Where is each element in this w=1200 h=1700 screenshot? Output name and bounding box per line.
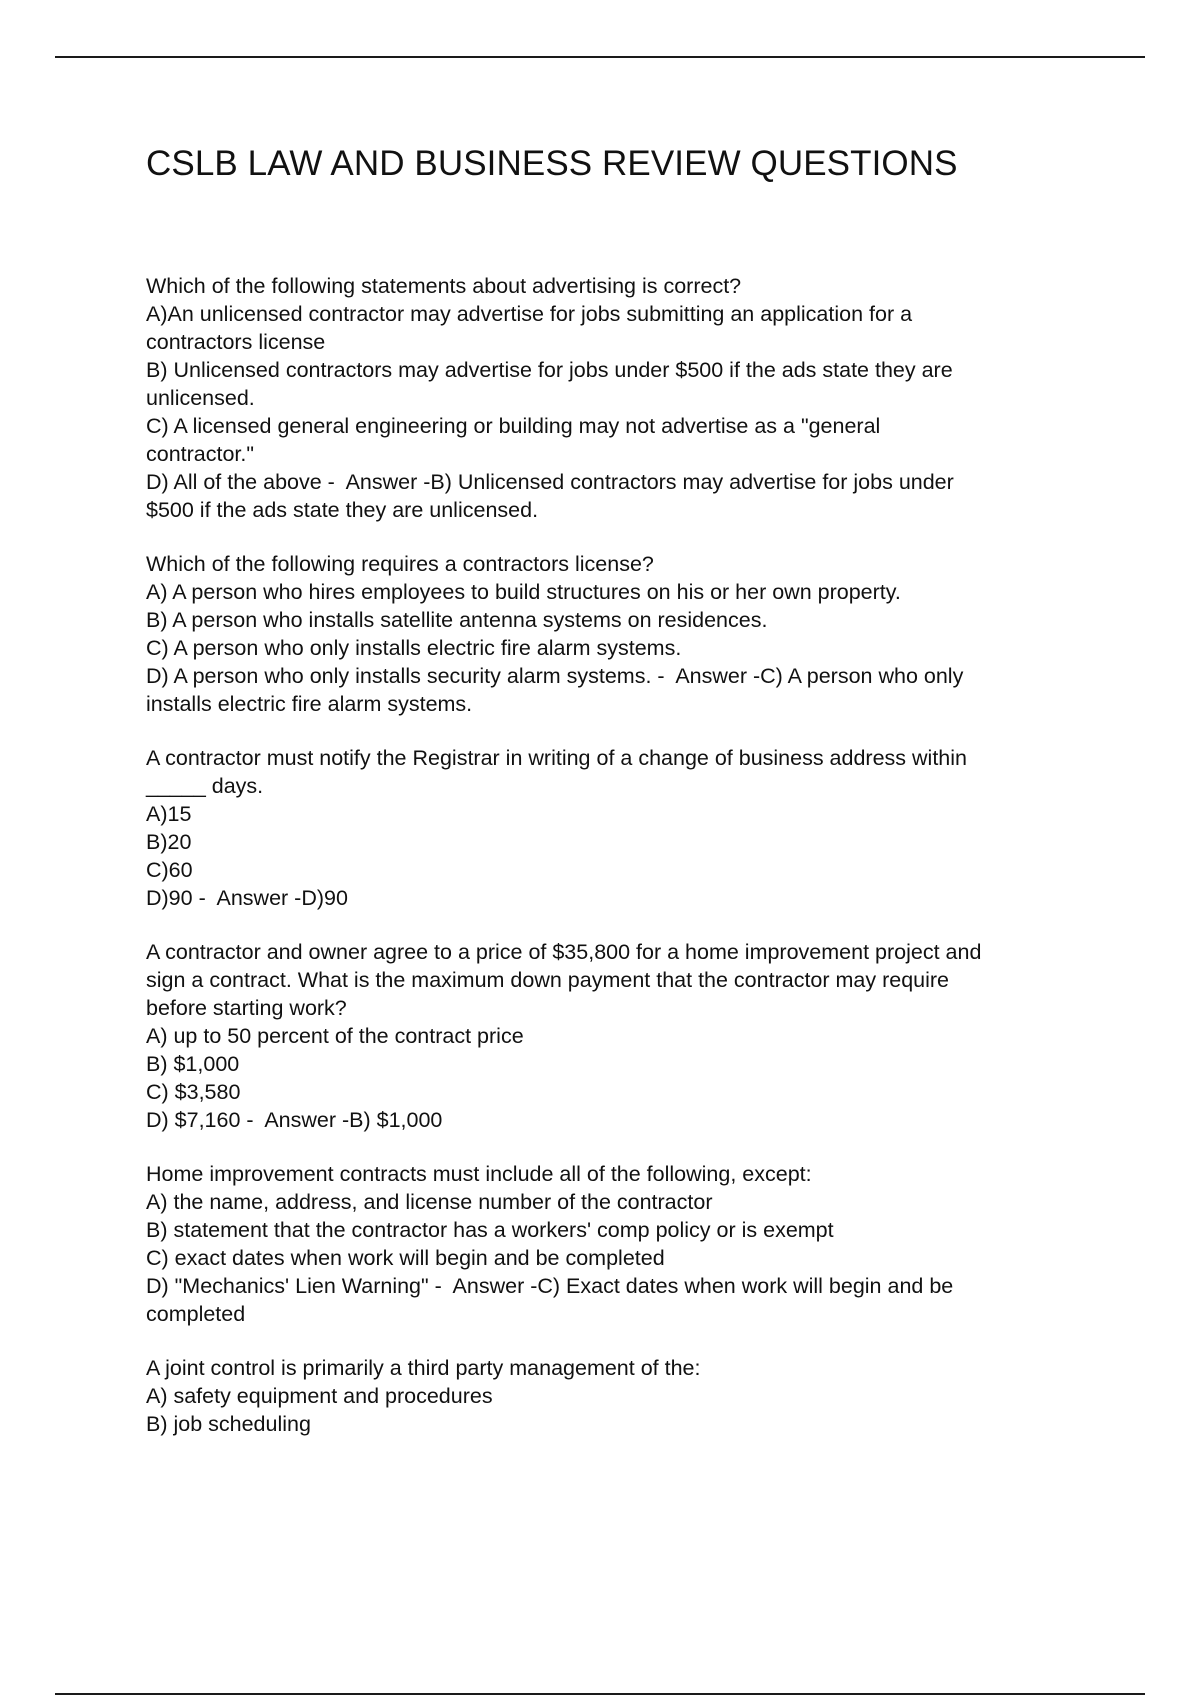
answer-key: D) $7,160 - Answer -B) $1,000	[146, 1108, 443, 1132]
question-block	[146, 938, 1096, 1134]
answer-option: A) A person who hires employees to build structures on his or her own property.	[146, 580, 901, 604]
answer-option: A)An unlicensed contractor may advertise for jobs submitting an application for a	[146, 302, 913, 326]
question-block	[146, 744, 1096, 912]
question-block	[146, 272, 1096, 524]
answer-option: unlicensed.	[146, 386, 255, 410]
question-list	[146, 272, 1096, 1464]
answer-key: D) "Mechanics' Lien Warning" - Answer -C) Exact dates when work will begin and be	[146, 1274, 954, 1298]
answer-option: B) Unlicensed contractors may advertise for jobs under $500 if the ads state they are	[146, 358, 953, 382]
question-block	[146, 1354, 1096, 1438]
header-rule	[55, 56, 1145, 58]
answer-key: D)90 - Answer -D)90	[146, 886, 348, 910]
answer-option: B)20	[146, 830, 192, 854]
answer-key: D) A person who only installs security alarm systems. - Answer -C) A person who only	[146, 664, 964, 688]
answer-key: $500 if the ads state they are unlicensed.	[146, 498, 539, 522]
answer-option: contractors license	[146, 330, 326, 354]
question-text: Which of the following statements about advertising is correct?	[146, 274, 742, 298]
answer-option: B) job scheduling	[146, 1412, 311, 1436]
answer-key: installs electric fire alarm systems.	[146, 692, 473, 716]
question-text: A contractor must notify the Registrar in writing of a change of business address within	[146, 746, 967, 770]
answer-option: C) A person who only installs electric fire alarm systems.	[146, 636, 682, 660]
answer-option: C) exact dates when work will begin and be completed	[146, 1246, 665, 1270]
answer-key: D) All of the above - Answer -B) Unlicensed contractors may advertise for jobs under	[146, 470, 954, 494]
question-text: sign a contract. What is the maximum down payment that the contractor may require	[146, 968, 950, 992]
question-text: A contractor and owner agree to a price of $35,800 for a home improvement project and	[146, 940, 982, 964]
answer-option: A) up to 50 percent of the contract price	[146, 1024, 524, 1048]
question-block	[146, 1160, 1096, 1328]
answer-option: A)15	[146, 802, 192, 826]
answer-option: C) A licensed general engineering or building may not advertise as a "general	[146, 414, 881, 438]
question-text: A joint control is primarily a third party management of the:	[146, 1356, 701, 1380]
answer-option: B) A person who installs satellite antenna systems on residences.	[146, 608, 768, 632]
question-text: _____ days.	[146, 774, 264, 798]
question-text: Home improvement contracts must include all of the following, except:	[146, 1162, 812, 1186]
answer-option: B) $1,000	[146, 1052, 240, 1076]
answer-key: completed	[146, 1302, 246, 1326]
answer-option: C)60	[146, 858, 193, 882]
answer-option: B) statement that the contractor has a workers' comp policy or is exempt	[146, 1218, 834, 1242]
answer-option: A) safety equipment and procedures	[146, 1384, 493, 1408]
answer-option: A) the name, address, and license number of the contractor	[146, 1190, 713, 1214]
answer-option: C) $3,580	[146, 1080, 241, 1104]
page-title: CSLB LAW AND BUSINESS REVIEW QUESTIONS	[146, 144, 958, 183]
question-block	[146, 550, 1096, 718]
question-text: Which of the following requires a contractors license?	[146, 552, 654, 576]
question-text: before starting work?	[146, 996, 347, 1020]
footer-rule	[55, 1693, 1145, 1695]
answer-option: contractor."	[146, 442, 255, 466]
